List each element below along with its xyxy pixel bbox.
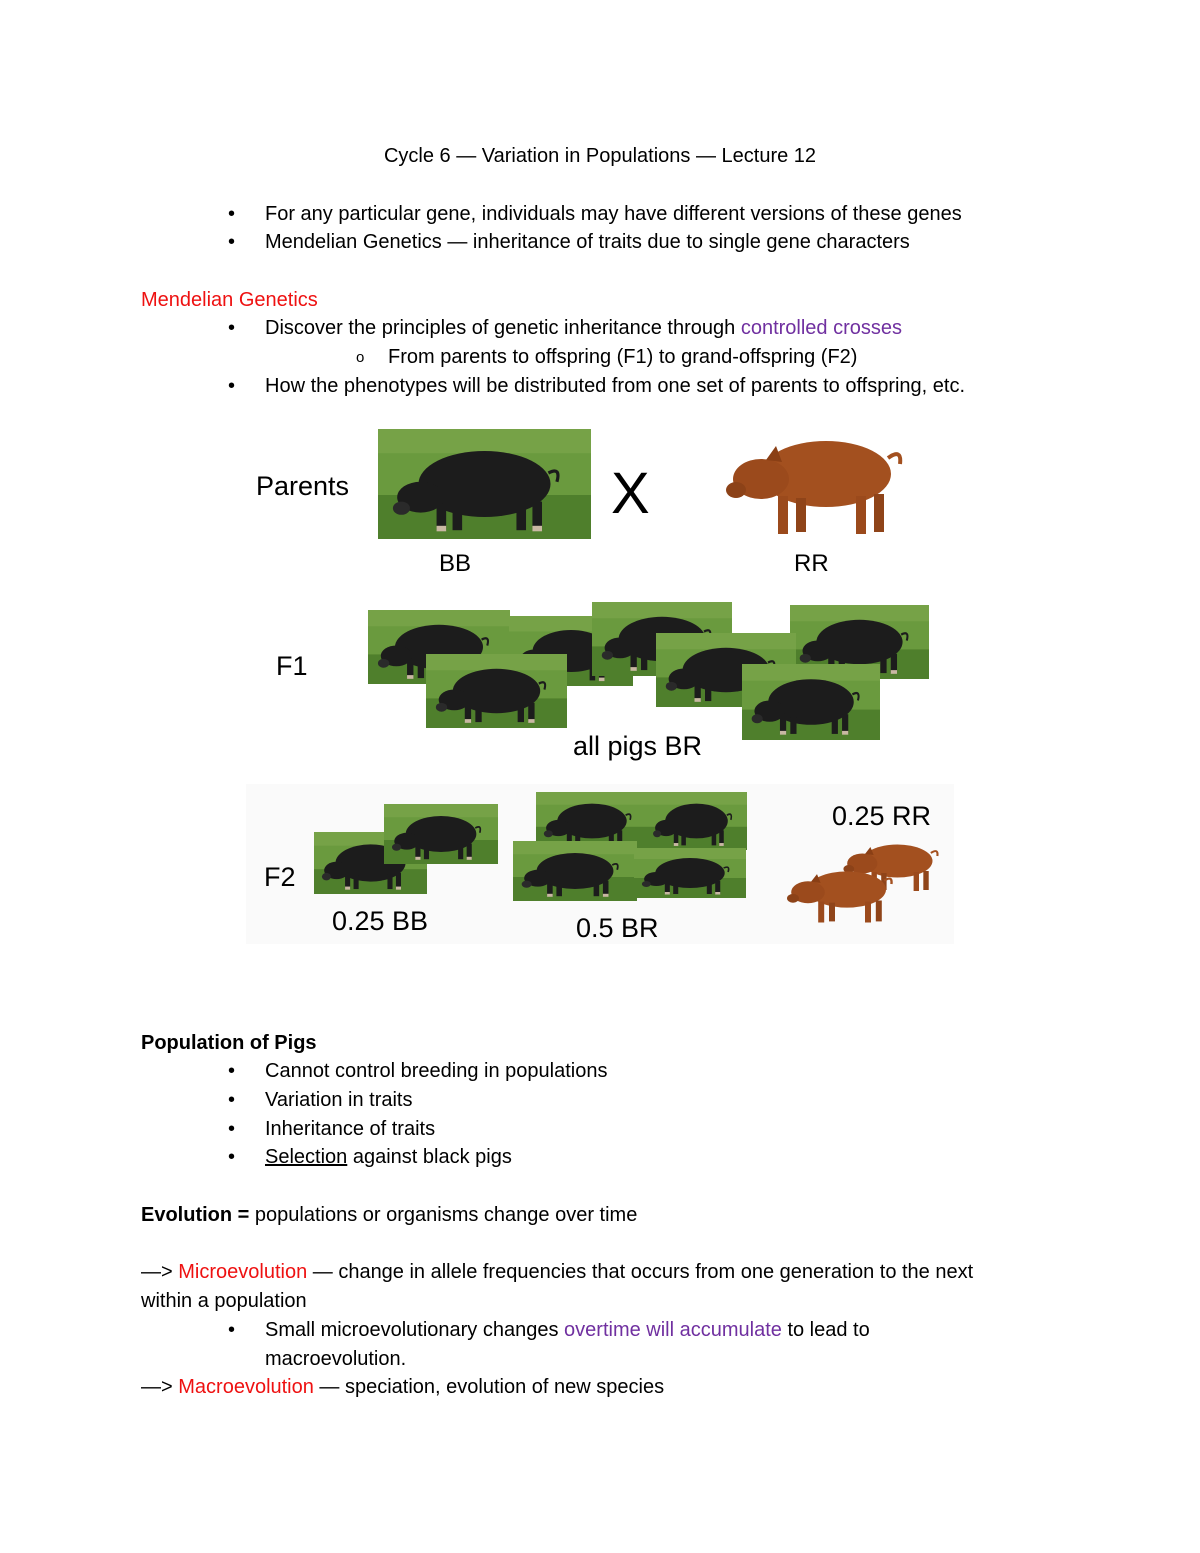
microevolution-term: Microevolution [178,1261,308,1283]
selection-term: Selection [265,1146,348,1168]
f1-pig-photo [742,664,880,740]
population-bullet-3: Inheritance of traits [265,1118,436,1140]
micro-bullet-pre: Small microevolutionary changes [265,1319,565,1341]
bullet-dot: • [228,1089,236,1111]
population-bullet-1: Cannot control breeding in populations [265,1060,608,1082]
macro-def: — speciation, evolution of new species [313,1376,665,1398]
evolution-definition [141,1203,637,1227]
overtime-highlight: overtime will accumulate [564,1319,782,1341]
black-pig-parent-photo [378,429,591,539]
f2-rr-pig-photo [781,862,901,928]
micro-bullet-post: to lead to [781,1319,870,1341]
bullet-dot: • [228,1319,236,1341]
bullet-dot: • [228,1146,236,1168]
bullet-dot: • [228,1060,236,1082]
f2-bb-pig-photo [384,804,498,864]
parent1-genotype: BB [439,550,472,577]
parent2-genotype: RR [794,550,829,577]
bullet-dot: • [228,317,236,339]
parents-label: Parents [256,471,350,501]
mendelian-bullet-1-text: Discover the principles of genetic inheritance through [265,317,741,339]
cross-symbol: X [611,461,650,526]
population-heading: Population of Pigs [141,1032,317,1054]
bullet-dot: • [228,375,236,397]
page-title: Cycle 6 — Variation in Populations — Lecture 12 [383,145,817,167]
micro-bullet-line2: macroevolution. [265,1348,407,1370]
f2-br-pig-photo [634,848,746,898]
evolution-def-text: populations or organisms change over time [249,1204,638,1226]
intro-bullet-2: Mendelian Genetics — inheritance of traits due to single gene characters [265,231,910,253]
micro-def-line2: within a population [141,1290,307,1312]
f2-bb-label: 0.25 BB [332,906,429,936]
micro-def-line1: — change in allele frequencies that occurs from one generation to the next [307,1261,974,1283]
population-bullet-4 [265,1145,512,1169]
macroevolution-term: Macroevolution [178,1376,314,1398]
sub-bullet-circle: o [356,349,365,366]
mendelian-heading: Mendelian Genetics [141,289,318,311]
micro-arrow: —> [141,1261,179,1283]
red-pig-parent-photo [716,424,916,544]
f2-br-pig-photo [513,841,637,901]
f2-br-label: 0.5 BR [576,913,659,943]
bullet-dot: • [228,1118,236,1140]
f2-label: F2 [264,862,296,892]
pig-cross-figure [246,424,954,944]
micro-bullet [265,1318,870,1342]
macro-arrow: —> [141,1376,179,1398]
microevolution-line [141,1260,973,1284]
mendelian-bullet-2: How the phenotypes will be distributed from one set of parents to offspring, etc. [265,375,966,397]
controlled-crosses-highlight: controlled crosses [740,317,903,339]
f1-caption: all pigs BR [573,731,703,761]
mendelian-sub-bullet: From parents to offspring (F1) to grand-offspring (F2) [388,346,858,368]
selection-rest: against black pigs [347,1146,512,1168]
bullet-dot: • [228,203,236,225]
f2-br-pig-photo [646,792,747,850]
macroevolution-line [141,1375,664,1399]
intro-bullet-1: For any particular gene, individuals may have different versions of these genes [265,203,962,225]
population-bullet-2: Variation in traits [265,1089,413,1111]
f2-rr-label: 0.25 RR [832,801,932,831]
f1-pig-photo [426,654,567,728]
bullet-dot: • [228,231,236,253]
f1-label: F1 [276,651,308,681]
mendelian-bullet-1 [265,316,902,340]
evolution-term: Evolution = [141,1204,250,1226]
